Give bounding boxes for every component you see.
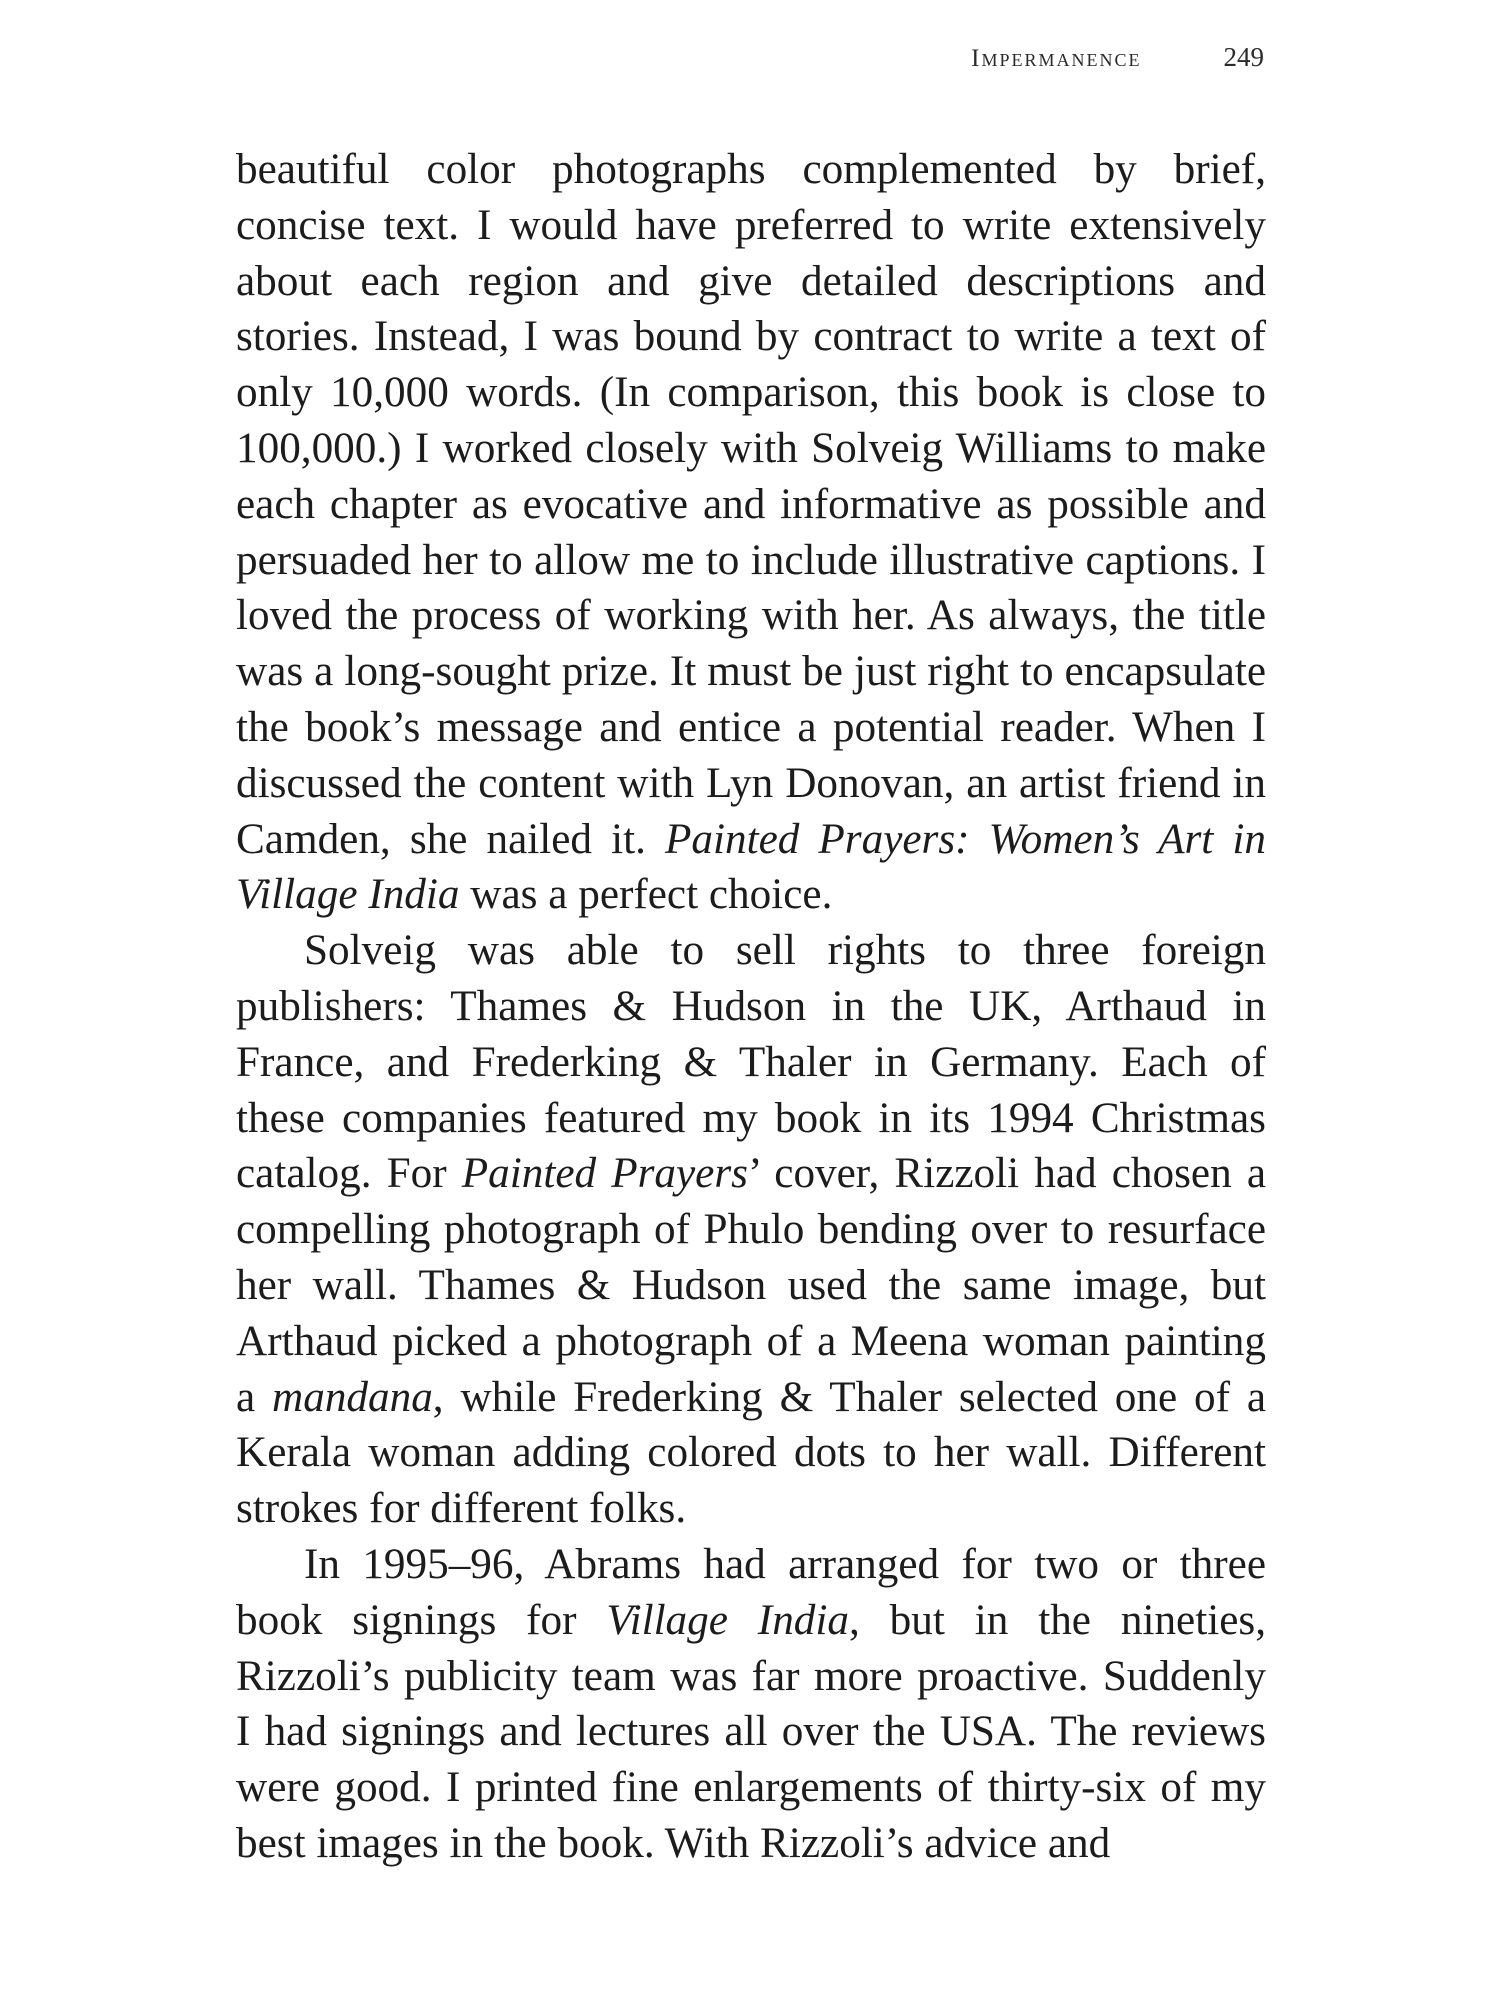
italic-text-run: mandana (272, 1373, 433, 1421)
running-title: Impermanence (971, 45, 1142, 72)
text-run: In 1995–96, Abrams had arranged for two or three book signings for (236, 1540, 1266, 1644)
italic-text-run: Painted Prayers: Women’s Art in Village India (236, 815, 1266, 919)
text-run: , but in the nineties, Rizzoli’s publicity team was far more proactive. Suddenly I had signings and lectures all over the USA. The reviews were good. I printed fine enlargements of thirty-six of my best images in the book. With Rizzoli’s advice and (236, 1596, 1266, 1867)
body-text (236, 142, 1266, 1872)
running-head (971, 42, 1264, 73)
paragraph (236, 1537, 1266, 1872)
page-number: 249 (1223, 42, 1264, 72)
italic-text-run: Village India (606, 1596, 849, 1644)
text-run: beautiful color photographs complemented by brief, concise text. I would have preferred to write extensively about each region and give detailed descriptions and stories. Instead, I was bound by contract to write a text of only 10,000 words. (In comparison, this book is close to 100,000.) I worked closely with Solveig Williams to make each chapter as evocative and informative as possible and persuaded her to allow me to include illustrative captions. I loved the process of working with her. As always, the title was a long-sought prize. It must be just right to encapsulate the book’s message and entice a potential reader. When I discussed the content with Lyn Donovan, an artist friend in Camden, she nailed it. (236, 146, 1266, 863)
text-run: , while Frederking & Thaler selected one of a Kerala woman adding colored dots to her wall. Different strokes for different folks. (236, 1373, 1266, 1533)
paragraph (236, 142, 1266, 923)
paragraph (236, 923, 1266, 1537)
text-run: Solveig was able to sell rights to three foreign publishers: Thames & Hudson in the UK, Arthaud in France, and Frederking & Thaler in Germany. Each of these companies featured my book in its 1994 Christmas catalog. For (236, 927, 1266, 1198)
text-run: was a perfect choice. (459, 871, 833, 919)
text-run: ’ cover, Rizzoli had chosen a compelling photograph of Phulo bending over to resurface her wall. Thames & Hudson used the same image, but Arthaud picked a photograph of a Meena woman painting a (236, 1150, 1266, 1421)
italic-text-run: Painted Prayers (461, 1150, 748, 1198)
